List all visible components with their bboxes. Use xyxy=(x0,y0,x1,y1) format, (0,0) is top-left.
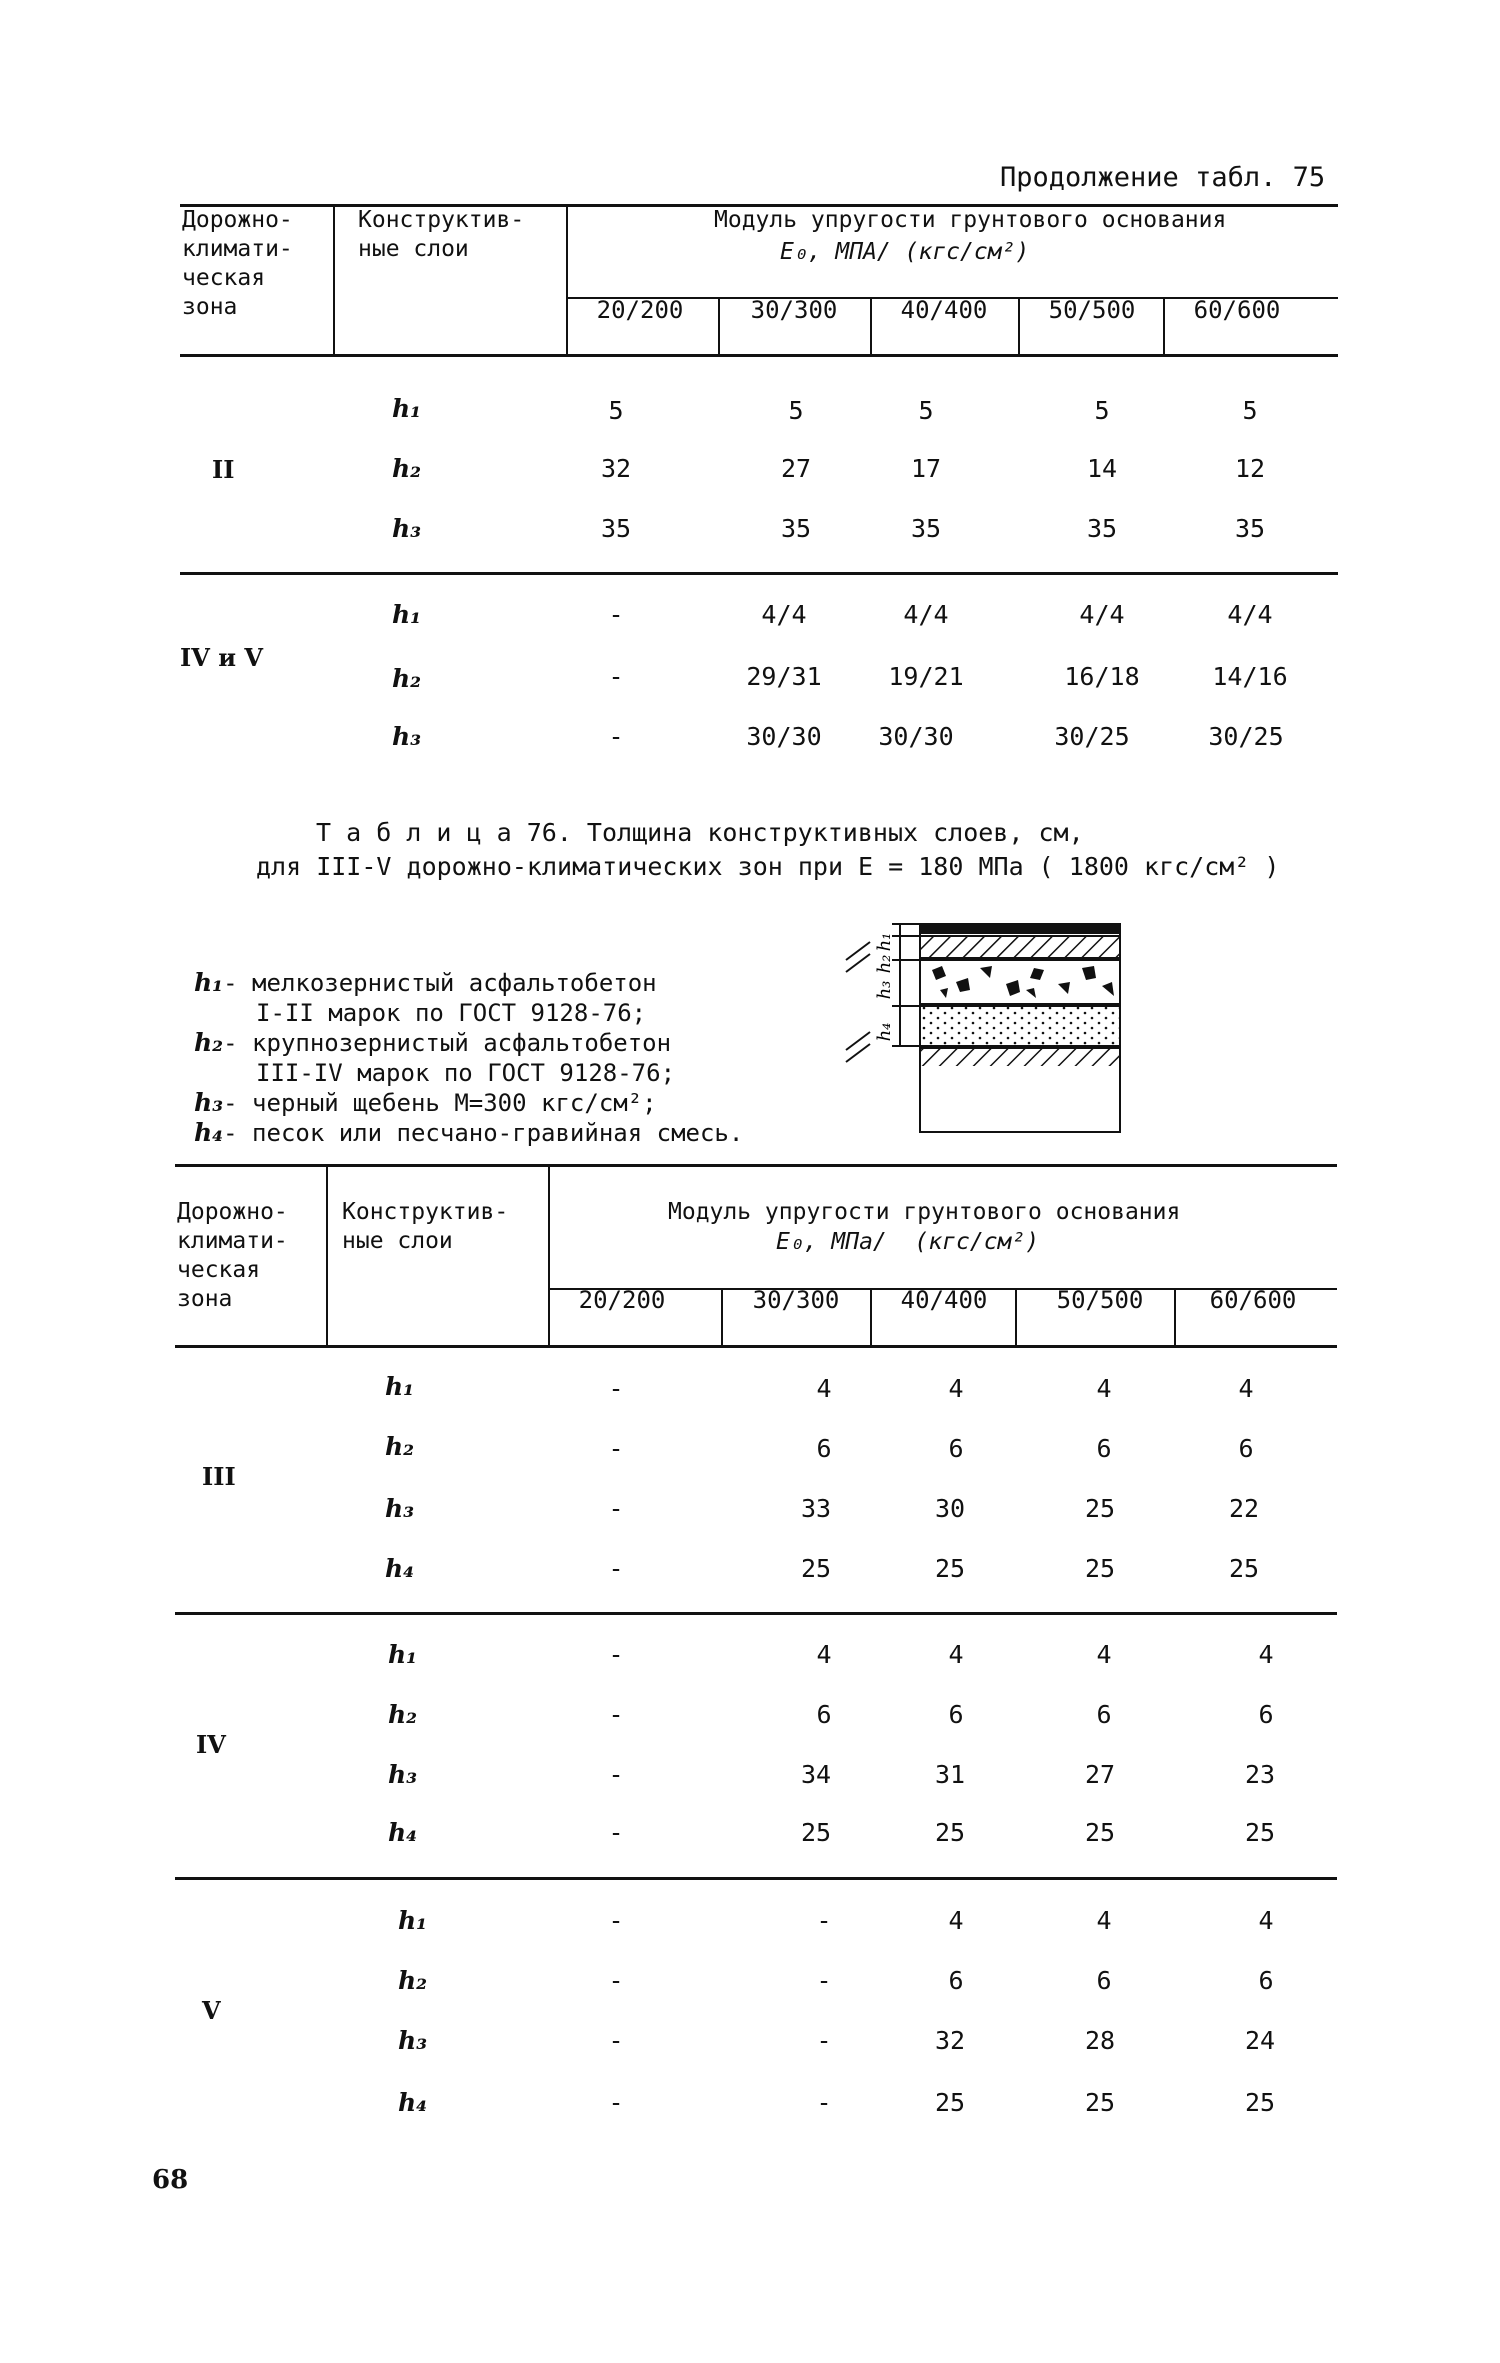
diagram-label-h2: h₂ xyxy=(874,954,895,974)
table-cell: 4 xyxy=(1238,1374,1254,1403)
table-cell: 6 xyxy=(1096,1966,1112,1995)
table-cell: - xyxy=(608,1494,624,1523)
zone-label: IV xyxy=(196,1730,226,1759)
table-cell: - xyxy=(608,1818,624,1847)
table-cell: 25 xyxy=(934,2088,966,2117)
table-cell: 35 xyxy=(1086,514,1118,543)
table-cell: 6 xyxy=(1258,1966,1274,1995)
table-cell: 4/4 xyxy=(761,600,807,629)
table-cell: 6 xyxy=(948,1434,964,1463)
table-cell: 4 xyxy=(1096,1906,1112,1935)
table-cell: - xyxy=(816,2026,832,2055)
table-cell: 5 xyxy=(1242,396,1258,425)
table-cell: - xyxy=(608,1374,624,1403)
table-cell: 30/30 xyxy=(878,722,954,751)
layers-header: Конструктив- ные слои xyxy=(358,207,525,262)
table-cell: - xyxy=(608,2026,624,2055)
zone-label: V xyxy=(202,1996,221,2025)
layer-label: h₂ xyxy=(392,454,422,483)
table-cell: 5 xyxy=(1094,396,1110,425)
layer-label: h₂ xyxy=(398,1966,428,1995)
table-cell: 5 xyxy=(918,396,934,425)
layer-label: h₁ xyxy=(398,1906,428,1935)
col-header-30-300: 30/300 xyxy=(750,296,838,324)
zone-label: IV и V xyxy=(180,643,263,672)
table-cell: 25 xyxy=(800,1554,832,1583)
table-cell: - xyxy=(816,1966,832,1995)
table-cell: 4 xyxy=(816,1640,832,1669)
table-cell: - xyxy=(816,1906,832,1935)
legend-item: I-II марок по ГОСТ 9128-76; xyxy=(256,999,647,1027)
table-cell: 4 xyxy=(948,1640,964,1669)
col-header-40-400: 40/400 xyxy=(900,296,988,324)
table-76-title-line2: для III-V дорожно-климатических зон при E = 180 МПа ( 1800 кгс/см² ) xyxy=(256,852,1280,881)
col-header-60-600: 60/600 xyxy=(1209,1286,1297,1314)
col-header-50-500: 50/500 xyxy=(1048,296,1136,324)
table-cell: 35 xyxy=(600,514,632,543)
table-cell: 28 xyxy=(1084,2026,1116,2055)
layer-label: h₁ xyxy=(392,394,422,423)
layer-label: h₃ xyxy=(392,722,422,751)
table-cell: - xyxy=(608,1906,624,1935)
subgrade xyxy=(920,1048,1120,1066)
table-cell: 25 xyxy=(934,1554,966,1583)
layer-label: h₄ xyxy=(388,1818,418,1847)
table-76-title-line1: Т а б л и ц а 76. Толщина конструктивных слоев, см, xyxy=(316,818,1084,847)
table-cell: 30/30 xyxy=(746,722,822,751)
table-cell: 4 xyxy=(1096,1374,1112,1403)
table-cell: 5 xyxy=(608,396,624,425)
layer-label: h₂ xyxy=(392,664,422,693)
zone-label: III xyxy=(202,1462,236,1491)
table-cell: 35 xyxy=(1234,514,1266,543)
table-cell: 29/31 xyxy=(746,662,822,691)
layer-label: h₁ xyxy=(385,1372,415,1401)
zone-header: Дорожно- климати- ческая зона xyxy=(182,207,293,320)
page-number: 68 xyxy=(152,2165,189,2195)
table-cell: 33 xyxy=(800,1494,832,1523)
table-cell: 4/4 xyxy=(1227,600,1273,629)
col-header-30-300: 30/300 xyxy=(752,1286,840,1314)
col-header-60-600: 60/600 xyxy=(1193,296,1281,324)
table-cell: 4 xyxy=(1258,1640,1274,1669)
table-cell: 32 xyxy=(934,2026,966,2055)
layer-h1 xyxy=(920,924,1120,934)
table-cell: 4 xyxy=(1096,1640,1112,1669)
table-cell: 6 xyxy=(1258,1700,1274,1729)
table-cell: - xyxy=(608,600,624,629)
layer-h2 xyxy=(920,936,1120,958)
table-cell: 6 xyxy=(948,1966,964,1995)
modulus-header-line1: Модуль упругости грунтового основания xyxy=(668,1199,1181,1225)
table-cell: 19/21 xyxy=(888,662,964,691)
layer-label: h₃ xyxy=(385,1494,415,1523)
table-cell: 4/4 xyxy=(1079,600,1125,629)
zone-header: Дорожно- климати- ческая зона xyxy=(177,1199,288,1312)
layer-label: h₄ xyxy=(398,2088,428,2117)
table-cell: 27 xyxy=(780,454,812,483)
table-cell: 35 xyxy=(780,514,812,543)
table-cell: 31 xyxy=(934,1760,966,1789)
table-cell: 25 xyxy=(1244,1818,1276,1847)
table-cell: - xyxy=(608,1966,624,1995)
table-cell: - xyxy=(608,1760,624,1789)
table-cell: - xyxy=(816,2088,832,2117)
table-cell: 5 xyxy=(788,396,804,425)
modulus-header-line2: E₀, МПА/ (кгс/см²) xyxy=(780,239,1030,265)
table-cell: 25 xyxy=(800,1818,832,1847)
table-cell: 12 xyxy=(1234,454,1266,483)
layer-label: h₃ xyxy=(392,514,422,543)
table-cell: 25 xyxy=(1228,1554,1260,1583)
diagram-label-h4: h₄ xyxy=(874,1022,895,1042)
table-cell: 30/25 xyxy=(1054,722,1130,751)
table-cell: - xyxy=(608,1434,624,1463)
table-cell: - xyxy=(608,722,624,751)
zone-label: II xyxy=(212,455,235,484)
modulus-header-line1: Модуль упругости грунтового основания xyxy=(714,207,1227,233)
table-cell: 24 xyxy=(1244,2026,1276,2055)
table-cell: 25 xyxy=(1244,2088,1276,2117)
diagram-label-h1: h₁ xyxy=(874,932,895,952)
table-cell: 25 xyxy=(934,1818,966,1847)
table-cell: 6 xyxy=(816,1700,832,1729)
table-cell: 4 xyxy=(816,1374,832,1403)
layer-label: h₃ xyxy=(398,2026,428,2055)
legend-item: h₃- черный щебень М=300 кгс/см²; xyxy=(194,1088,657,1117)
table-cell: 4 xyxy=(1258,1906,1274,1935)
modulus-header-line2: E₀, МПа/ (кгс/см²) xyxy=(776,1229,1040,1255)
table-cell: 32 xyxy=(600,454,632,483)
col-header-20-200: 20/200 xyxy=(578,1286,666,1314)
table-cell: - xyxy=(608,2088,624,2117)
legend-item: h₂- крупнозернистый асфальтобетон xyxy=(194,1028,672,1057)
table-cell: 16/18 xyxy=(1064,662,1140,691)
table-cell: 25 xyxy=(1084,1494,1116,1523)
layer-label: h₂ xyxy=(385,1432,415,1461)
table-cell: 14/16 xyxy=(1212,662,1288,691)
layer-label: h₁ xyxy=(392,600,422,629)
table-cell: 27 xyxy=(1084,1760,1116,1789)
table-cell: 4 xyxy=(948,1906,964,1935)
table-cell: - xyxy=(608,1554,624,1583)
table-cell: - xyxy=(608,1640,624,1669)
table-cell: 4 xyxy=(948,1374,964,1403)
table-cell: 6 xyxy=(1238,1434,1254,1463)
table-cell: 35 xyxy=(910,514,942,543)
pavement-section-diagram xyxy=(830,920,1130,1140)
layer-label: h₃ xyxy=(388,1760,418,1789)
col-header-50-500: 50/500 xyxy=(1056,1286,1144,1314)
col-header-40-400: 40/400 xyxy=(900,1286,988,1314)
table-cell: - xyxy=(608,662,624,691)
table-cell: 25 xyxy=(1084,1554,1116,1583)
layer-h3 xyxy=(920,960,1120,1004)
table-cell: 25 xyxy=(1084,1818,1116,1847)
table-cell: 34 xyxy=(800,1760,832,1789)
table-cell: 4/4 xyxy=(903,600,949,629)
table-cell: 22 xyxy=(1228,1494,1260,1523)
table-cell: 14 xyxy=(1086,454,1118,483)
continuation-caption: Продолжение табл. 75 xyxy=(1000,162,1326,193)
legend-item: h₁- мелкозернистый асфальтобетон xyxy=(194,968,657,997)
table-cell: 6 xyxy=(1096,1700,1112,1729)
table-cell: - xyxy=(608,1700,624,1729)
layer-label: h₂ xyxy=(388,1700,418,1729)
layers-header: Конструктив- ные слои xyxy=(342,1199,509,1254)
table-cell: 30/25 xyxy=(1208,722,1284,751)
col-header-20-200: 20/200 xyxy=(596,296,684,324)
legend-item: h₄- песок или песчано-гравийная смесь. xyxy=(194,1118,744,1147)
table-cell: 6 xyxy=(948,1700,964,1729)
table-cell: 23 xyxy=(1244,1760,1276,1789)
table-cell: 17 xyxy=(910,454,942,483)
table-cell: 6 xyxy=(816,1434,832,1463)
table-cell: 6 xyxy=(1096,1434,1112,1463)
diagram-label-h3: h₃ xyxy=(874,980,895,1000)
layer-label: h₄ xyxy=(385,1554,415,1583)
table-cell: 30 xyxy=(934,1494,966,1523)
layer-h4 xyxy=(920,1006,1120,1046)
legend-item: III-IV марок по ГОСТ 9128-76; xyxy=(256,1059,676,1087)
table-cell: 25 xyxy=(1084,2088,1116,2117)
layer-label: h₁ xyxy=(388,1640,418,1669)
